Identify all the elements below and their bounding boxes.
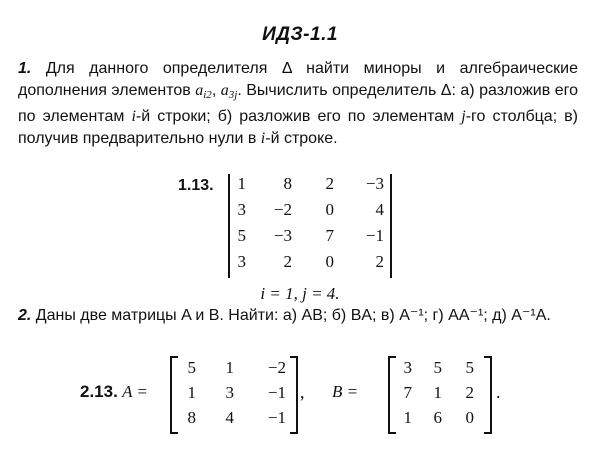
determinant-cell: 0 bbox=[325, 200, 334, 219]
matrix-a-cell: −1 bbox=[267, 408, 286, 427]
determinant-indices: i = 1, j = 4. bbox=[260, 284, 340, 303]
matrix-a-cell: 1 bbox=[187, 383, 196, 402]
problem-1-part-b: . Вычислить определитель Δ: а) разложив его по элементам bbox=[18, 82, 579, 125]
matrix-b-cell: 1 bbox=[433, 383, 442, 402]
matrix-b-row bbox=[388, 358, 492, 382]
matrix-a-cell: 4 bbox=[225, 408, 234, 427]
problem-1-number: 1. bbox=[18, 60, 32, 77]
page-title: ИДЗ-1.1 bbox=[262, 24, 338, 45]
element-a-3j-sub: 3j bbox=[228, 89, 238, 101]
problem-2-body: Даны две матрицы A и B. Найти: а) AB; б) BA; в) A⁻¹; г) AA⁻¹; д) A⁻¹A. bbox=[31, 307, 551, 324]
determinant-cell: 3 bbox=[237, 200, 246, 219]
determinant-cell: 8 bbox=[283, 174, 292, 193]
determinant-cell: −3 bbox=[365, 174, 384, 193]
matrix-b-cell: 6 bbox=[433, 408, 442, 427]
element-a-3j-base: a bbox=[220, 82, 229, 99]
matrix-a-cell: 3 bbox=[225, 383, 234, 402]
problem-1-part-d: -го столбца; в) получив предварительно нули в bbox=[18, 108, 579, 147]
determinant bbox=[226, 172, 394, 280]
matrix-b-cell: 0 bbox=[465, 408, 474, 427]
problem-1-part-e: -й строке. bbox=[265, 130, 338, 147]
determinant-cell: 1 bbox=[237, 174, 246, 193]
matrix-b-cell: 5 bbox=[433, 358, 442, 377]
determinant-cell: 4 bbox=[375, 200, 384, 219]
matrix-b-row bbox=[388, 408, 492, 432]
element-a-i2 bbox=[195, 82, 212, 99]
problem-1-part-c: -й строки; б) разложив его по элементам bbox=[135, 108, 462, 125]
matrix-a-cell: −1 bbox=[267, 383, 286, 402]
determinant-label: 1.13. bbox=[178, 177, 214, 194]
index-i-1: i bbox=[131, 108, 136, 125]
determinant-cell: 2 bbox=[283, 252, 292, 271]
determinant-cell: −1 bbox=[365, 226, 384, 245]
matrix-problem-label: 2.13. bbox=[80, 382, 118, 401]
determinant-cell: 0 bbox=[325, 252, 334, 271]
matrix-b-row bbox=[388, 383, 492, 407]
determinant-cell: 2 bbox=[375, 252, 384, 271]
determinant-cell: 5 bbox=[237, 226, 246, 245]
element-a-i2-sub: i2 bbox=[203, 89, 212, 101]
determinant-cell: −2 bbox=[273, 200, 292, 219]
determinant-cell: 2 bbox=[325, 174, 334, 193]
matrix-b-cell: 1 bbox=[403, 408, 412, 427]
matrix-a-row bbox=[170, 358, 298, 382]
matrix-a-comma: , bbox=[300, 382, 305, 402]
index-j-1: j bbox=[461, 108, 466, 125]
matrix-a bbox=[170, 356, 298, 434]
matrix-b-cell: 3 bbox=[403, 358, 412, 377]
problem-1-comma: , bbox=[211, 82, 221, 99]
matrix-b-name: B = bbox=[332, 382, 359, 401]
matrix-a-cell: 5 bbox=[187, 358, 196, 377]
determinant-row bbox=[236, 200, 384, 226]
matrix-a-name: A = bbox=[122, 382, 148, 401]
matrix-b-period: . bbox=[496, 382, 501, 402]
matrix-b-cell: 2 bbox=[465, 383, 474, 402]
matrix-b-cell: 7 bbox=[403, 383, 412, 402]
element-a-3j bbox=[221, 82, 238, 99]
problem-2-text bbox=[18, 305, 578, 327]
problem-1-part-a: Для данного определителя Δ найти миноры и алгебраические дополнения элементов bbox=[18, 60, 578, 99]
problem-1-text bbox=[18, 58, 578, 150]
matrix-a-cell: 1 bbox=[225, 358, 234, 377]
matrix-a-cell: 8 bbox=[187, 408, 196, 427]
determinant-cell: 7 bbox=[325, 226, 334, 245]
matrix-a-cell: −2 bbox=[267, 358, 286, 377]
determinant-cell: 3 bbox=[237, 252, 246, 271]
matrix-b-cell: 5 bbox=[465, 358, 474, 377]
determinant-right-bar bbox=[390, 174, 392, 278]
determinant-cell: −3 bbox=[273, 226, 292, 245]
matrix-label bbox=[80, 382, 148, 402]
determinant-row bbox=[236, 252, 384, 278]
element-a-i2-base: a bbox=[195, 82, 204, 99]
index-i-2: i bbox=[260, 130, 266, 147]
matrix-a-row bbox=[170, 408, 298, 432]
determinant-row bbox=[236, 174, 384, 200]
matrix-a-row bbox=[170, 383, 298, 407]
matrix-b bbox=[388, 356, 492, 434]
determinant-row bbox=[236, 226, 384, 252]
problem-2-number: 2. bbox=[18, 307, 32, 324]
